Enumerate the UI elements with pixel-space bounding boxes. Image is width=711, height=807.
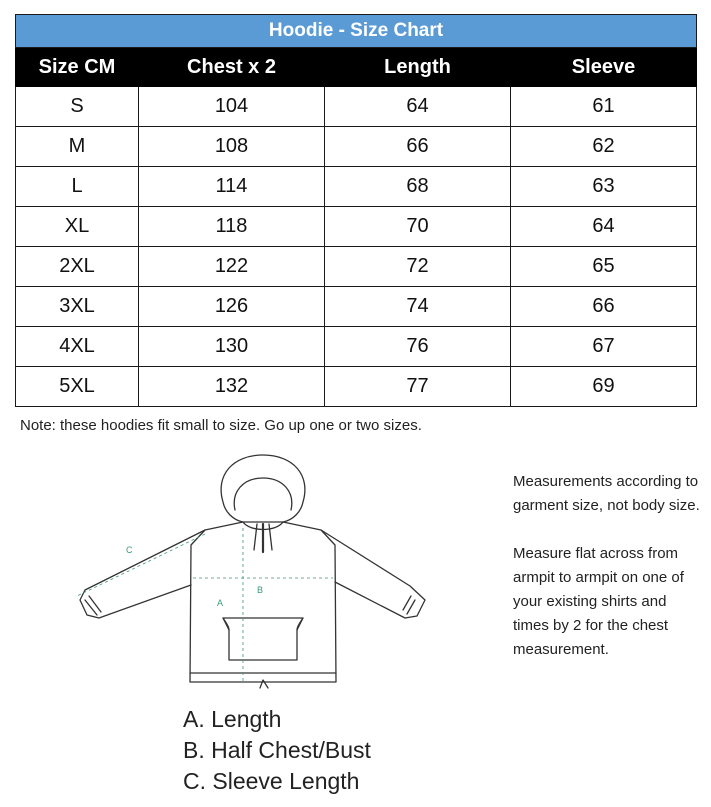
hoodie-diagram: [65, 450, 445, 700]
fit-note: Note: these hoodies fit small to size. Go up one or two sizes.: [20, 417, 422, 434]
cell-chest: 132: [139, 367, 325, 407]
table-row: [16, 87, 697, 127]
cell-length: 68: [325, 167, 511, 207]
cell-sleeve: 62: [511, 127, 697, 167]
cell-sleeve: 63: [511, 167, 697, 207]
header-size: Size CM: [16, 48, 139, 87]
cell-size: XL: [16, 207, 139, 247]
table-row: [16, 327, 697, 367]
cell-chest: 108: [139, 127, 325, 167]
cell-length: 66: [325, 127, 511, 167]
cell-size: M: [16, 127, 139, 167]
header-chest: Chest x 2: [139, 48, 325, 87]
cell-sleeve: 64: [511, 207, 697, 247]
table-title: Hoodie - Size Chart: [16, 15, 697, 48]
cell-size: 2XL: [16, 247, 139, 287]
cell-chest: 126: [139, 287, 325, 327]
cell-chest: 122: [139, 247, 325, 287]
cell-length: 70: [325, 207, 511, 247]
header-sleeve: Sleeve: [511, 48, 697, 87]
legend-item-a: A. Length: [183, 706, 282, 732]
cell-chest: 118: [139, 207, 325, 247]
cell-size: 5XL: [16, 367, 139, 407]
cell-sleeve: 65: [511, 247, 697, 287]
table-row: [16, 127, 697, 167]
cell-chest: 114: [139, 167, 325, 207]
measurement-instructions: [513, 470, 703, 686]
cell-sleeve: 61: [511, 87, 697, 127]
instruction-garment-size: Measurements according to garment size, not body size.: [513, 473, 700, 514]
cell-length: 76: [325, 327, 511, 367]
measurement-legend: [183, 704, 371, 797]
cell-length: 74: [325, 287, 511, 327]
hood-outline: [221, 455, 305, 522]
table-row: [16, 207, 697, 247]
cell-sleeve: 66: [511, 287, 697, 327]
table-title-row: [16, 15, 697, 48]
cell-size: 3XL: [16, 287, 139, 327]
cell-chest: 104: [139, 87, 325, 127]
cell-chest: 130: [139, 327, 325, 367]
table-row: [16, 287, 697, 327]
label-c: C: [126, 545, 133, 555]
table-row: [16, 367, 697, 407]
cell-sleeve: 67: [511, 327, 697, 367]
instruction-measure-flat: Measure flat across from armpit to armpit on one of your existing shirts and times by 2 for the chest measurement.: [513, 545, 684, 658]
hood-inner: [234, 478, 292, 510]
cell-sleeve: 69: [511, 367, 697, 407]
size-chart-table: [15, 14, 697, 407]
label-b: B: [257, 585, 264, 595]
cell-length: 72: [325, 247, 511, 287]
cell-length: 77: [325, 367, 511, 407]
table-row: [16, 247, 697, 287]
cell-size: L: [16, 167, 139, 207]
label-a: A: [217, 598, 224, 608]
kangaroo-pocket: [223, 618, 303, 660]
legend-item-b: B. Half Chest/Bust: [183, 737, 371, 763]
header-length: Length: [325, 48, 511, 87]
legend-item-c: C. Sleeve Length: [183, 768, 360, 794]
table-row: [16, 167, 697, 207]
cell-length: 64: [325, 87, 511, 127]
right-sleeve: [321, 530, 425, 618]
table-header-row: [16, 48, 697, 87]
cell-size: S: [16, 87, 139, 127]
cell-size: 4XL: [16, 327, 139, 367]
